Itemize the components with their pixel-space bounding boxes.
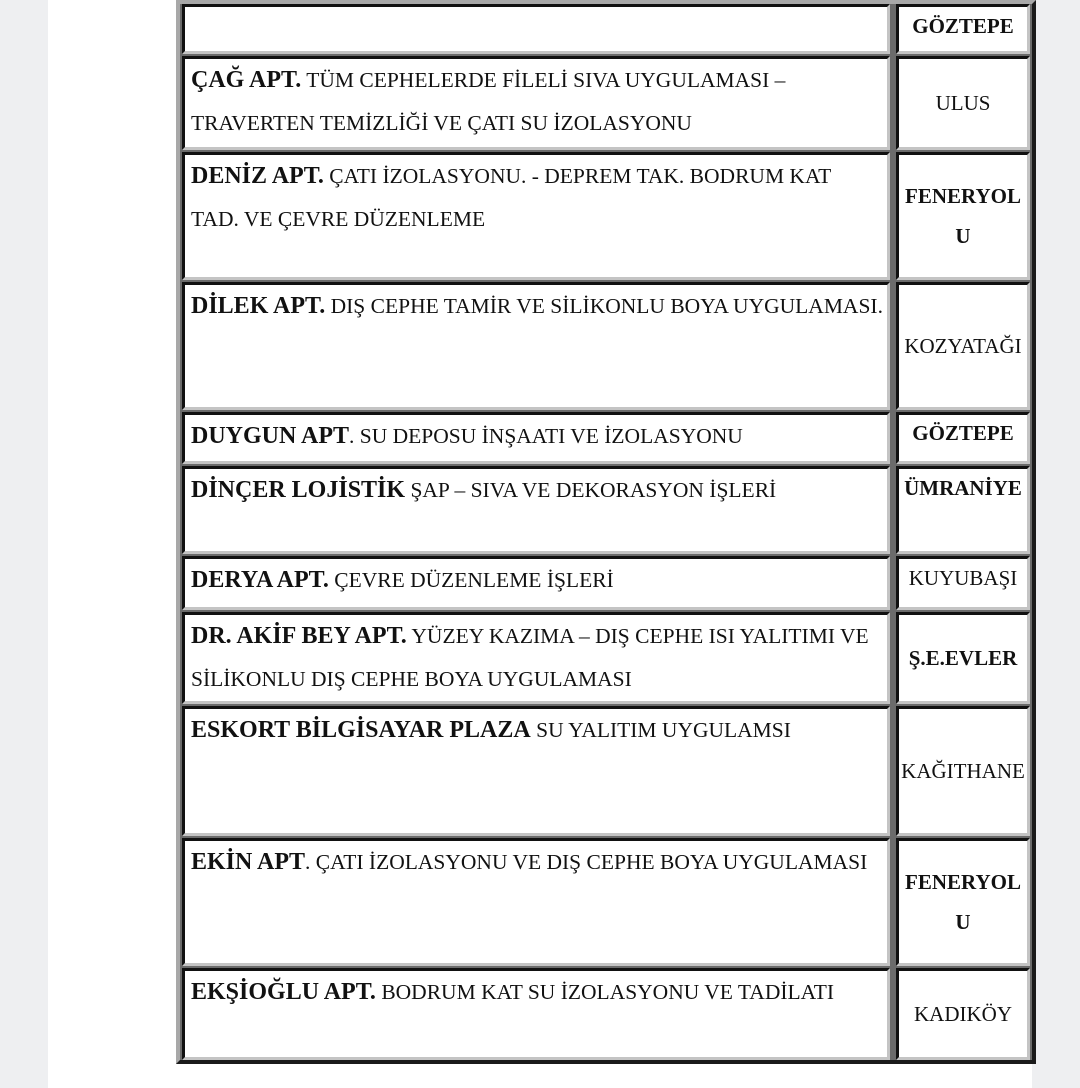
location-cell bbox=[896, 556, 1030, 610]
project-name: ESKORT BİLGİSAYAR PLAZA bbox=[191, 717, 531, 743]
location: KOZYATAĞI bbox=[904, 334, 1022, 358]
location: GÖZTEPE bbox=[912, 14, 1014, 38]
location-cell bbox=[896, 838, 1030, 966]
description-cell bbox=[182, 412, 890, 464]
table-row bbox=[180, 466, 1032, 554]
project-name: ÇAĞ APT. bbox=[191, 67, 302, 93]
location: ÜMRANİYE bbox=[904, 476, 1022, 500]
project-name: DERYA APT. bbox=[191, 567, 329, 593]
location: KADIKÖY bbox=[914, 1002, 1012, 1026]
location-cell bbox=[896, 612, 1030, 704]
location: KUYUBAŞI bbox=[908, 566, 1018, 590]
location: FENERYOLU bbox=[905, 184, 1021, 248]
description-cell bbox=[182, 612, 890, 704]
project-description: ŞAP – SIVA VE DEKORASYON İŞLERİ bbox=[405, 478, 777, 502]
location-cell bbox=[896, 152, 1030, 280]
table-row bbox=[180, 556, 1032, 610]
project-name: DİLEK APT. bbox=[191, 293, 326, 319]
description-cell bbox=[182, 556, 890, 610]
location: Ş.E.EVLER bbox=[908, 646, 1018, 670]
project-description: ÇEVRE DÜZENLEME İŞLERİ bbox=[328, 568, 614, 592]
description-cell bbox=[182, 56, 890, 150]
project-name: DİNÇER LOJİSTİK bbox=[191, 477, 406, 503]
location-cell bbox=[896, 282, 1030, 410]
project-description: SU YALITIM UYGULAMSI bbox=[530, 718, 791, 742]
document-page bbox=[48, 0, 1032, 1088]
location-cell bbox=[896, 56, 1030, 150]
location: ULUS bbox=[935, 91, 991, 115]
location: KAĞITHANE bbox=[901, 759, 1025, 783]
location: FENERYOLU bbox=[905, 870, 1021, 934]
table-row bbox=[180, 838, 1032, 966]
description-cell bbox=[182, 152, 890, 280]
description-cell bbox=[182, 968, 890, 1060]
project-name: EKİN APT bbox=[191, 849, 306, 875]
location: GÖZTEPE bbox=[912, 421, 1014, 445]
description-cell bbox=[182, 4, 890, 54]
table-row bbox=[180, 152, 1032, 280]
project-description: ÇATI İZOLASYONU. - DEPREM TAK. BODRUM KAT TAD. VE ÇEVRE DÜZENLEME bbox=[191, 164, 831, 231]
location-cell bbox=[896, 4, 1030, 54]
location-cell bbox=[896, 412, 1030, 464]
description-cell bbox=[182, 282, 890, 410]
table-row bbox=[180, 706, 1032, 836]
project-description: TÜM CEPHELERDE FİLELİ SIVA UYGULAMASI – TRAVERTEN TEMİZLİĞİ VE ÇATI SU İZOLASYONU bbox=[191, 68, 786, 135]
description-cell bbox=[182, 466, 890, 554]
project-description: BODRUM KAT SU İZOLASYONU VE TADİLATI bbox=[375, 980, 835, 1004]
table-row bbox=[180, 968, 1032, 1060]
table-row bbox=[180, 612, 1032, 704]
project-name: DUYGUN APT bbox=[191, 423, 350, 449]
description-cell bbox=[182, 706, 890, 836]
project-description: DIŞ CEPHE TAMİR VE SİLİKONLU BOYA UYGULAMASI. bbox=[325, 294, 883, 318]
table-row bbox=[180, 282, 1032, 410]
project-name: DR. AKİF BEY APT. bbox=[191, 623, 407, 649]
location-cell bbox=[896, 706, 1030, 836]
table-row bbox=[180, 4, 1032, 54]
table-row bbox=[180, 412, 1032, 464]
table-row bbox=[180, 56, 1032, 150]
project-name: EKŞİOĞLU APT. bbox=[191, 979, 376, 1005]
project-description: . ÇATI İZOLASYONU VE DIŞ CEPHE BOYA UYGULAMASI bbox=[305, 850, 868, 874]
project-description: YÜZEY KAZIMA – DIŞ CEPHE ISI YALITIMI VE SİLİKONLU DIŞ CEPHE BOYA UYGULAMASI bbox=[191, 624, 869, 691]
project-description: . SU DEPOSU İNŞAATI VE İZOLASYONU bbox=[349, 424, 743, 448]
location-cell bbox=[896, 466, 1030, 554]
location-cell bbox=[896, 968, 1030, 1060]
description-cell bbox=[182, 838, 890, 966]
project-name: DENİZ APT. bbox=[191, 163, 324, 189]
references-table bbox=[176, 0, 1036, 1064]
